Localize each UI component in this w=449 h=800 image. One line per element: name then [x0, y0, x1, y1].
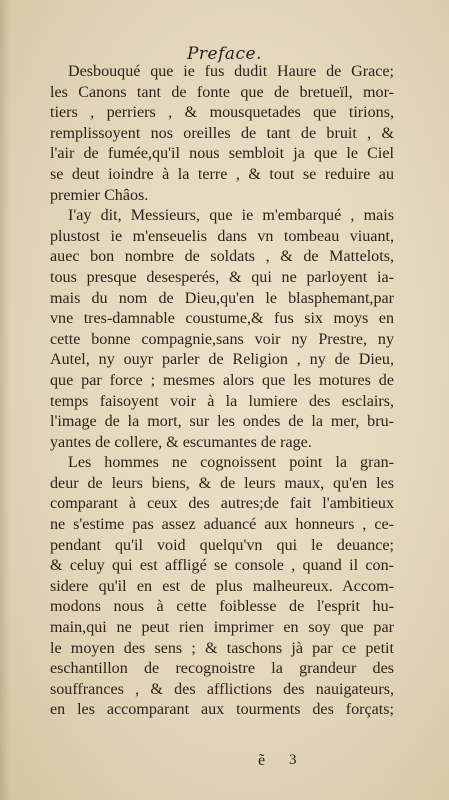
text-line: Les hommes ne cognoissent point la gran- — [68, 454, 394, 472]
text-line: Desbouqué que ie fus dudit Haure de Grace; — [68, 63, 394, 80]
text-line: I'ay dit, Messieurs, que ie m'embarqué , mais — [68, 207, 394, 225]
text-line: eschantillon de recognoistre la grandeur des — [50, 660, 394, 678]
catchword: ẽ — [258, 752, 266, 769]
text-line: remplissoyent nos oreilles de tant de bruit , & — [50, 124, 394, 142]
signature-mark: 3 — [289, 752, 297, 768]
text-line: & celuy qui est affligé se console , quand il con- — [50, 557, 394, 575]
text-line: Autel, ny ouyr parler de Religion , ny de Dieu, — [50, 351, 394, 369]
text-line: ne s'estime pas assez aduancé aux honneurs , ce- — [50, 516, 394, 534]
text-line: se deut ioindre à la terre , & tout se reduire au — [50, 165, 394, 183]
text-line: le moyen des sens ; & taschons jà par ce petit — [50, 639, 394, 657]
text-line: cette bonne compagnie,sans voir ny Prestre, ny — [50, 330, 394, 348]
text-line: mais du nom de Dieu,qu'en le blasphemant,par — [50, 289, 394, 307]
text-line: main,qui ne peut rien imprimer en soy que par — [50, 619, 394, 637]
body-text — [50, 62, 394, 721]
text-line: auec bon nombre de soldats , & de Mattelots, — [50, 248, 394, 266]
text-line: l'image de la mort, sur les ondes de la mer, bru- — [50, 413, 394, 431]
text-line: yantes de collere, & escumantes de rage. — [50, 433, 312, 451]
text-line: temps faisoyent voir à la lumiere des esclairs, — [50, 392, 394, 410]
text-line: que par force ; mesmes alors que les motures de — [50, 371, 394, 389]
text-line: deur de leurs biens, & de leurs maux, qu'en les — [50, 474, 394, 492]
running-head: Preface. — [186, 44, 263, 64]
text-line: comparant à ceux des autres;de fait l'ambitieux — [50, 495, 394, 513]
text-line: tous presque desesperés, & qui ne parloyent ia- — [50, 268, 394, 286]
text-line: en les accomparant aux tourments des forçats; — [50, 701, 394, 719]
text-line: souffrances , & des afflictions des nauigateurs, — [50, 680, 394, 698]
text-line: vne tres-damnable coustume,& fus six moys en — [50, 310, 394, 328]
gutter-shadow — [0, 0, 10, 800]
text-line: pendant qu'il void quelqu'vn qui le deuance; — [50, 536, 394, 554]
text-line: l'air de fumée,qu'il nous sembloit ja que le Ciel — [50, 145, 394, 163]
text-line: plustost ie m'enseuelis dans vn tombeau viuant, — [50, 227, 394, 245]
text-line: premier Châos. — [50, 186, 149, 204]
text-line: tiers , perriers , & mousquetades que tirions, — [50, 104, 394, 122]
text-line: sidere qu'il en est de plus malheureux. Accom- — [50, 577, 394, 595]
text-line: les Canons tant de fonte que de bretueïl, mor- — [50, 83, 394, 101]
text-line: modons nous à cette foiblesse de l'esprit hu- — [50, 598, 394, 616]
